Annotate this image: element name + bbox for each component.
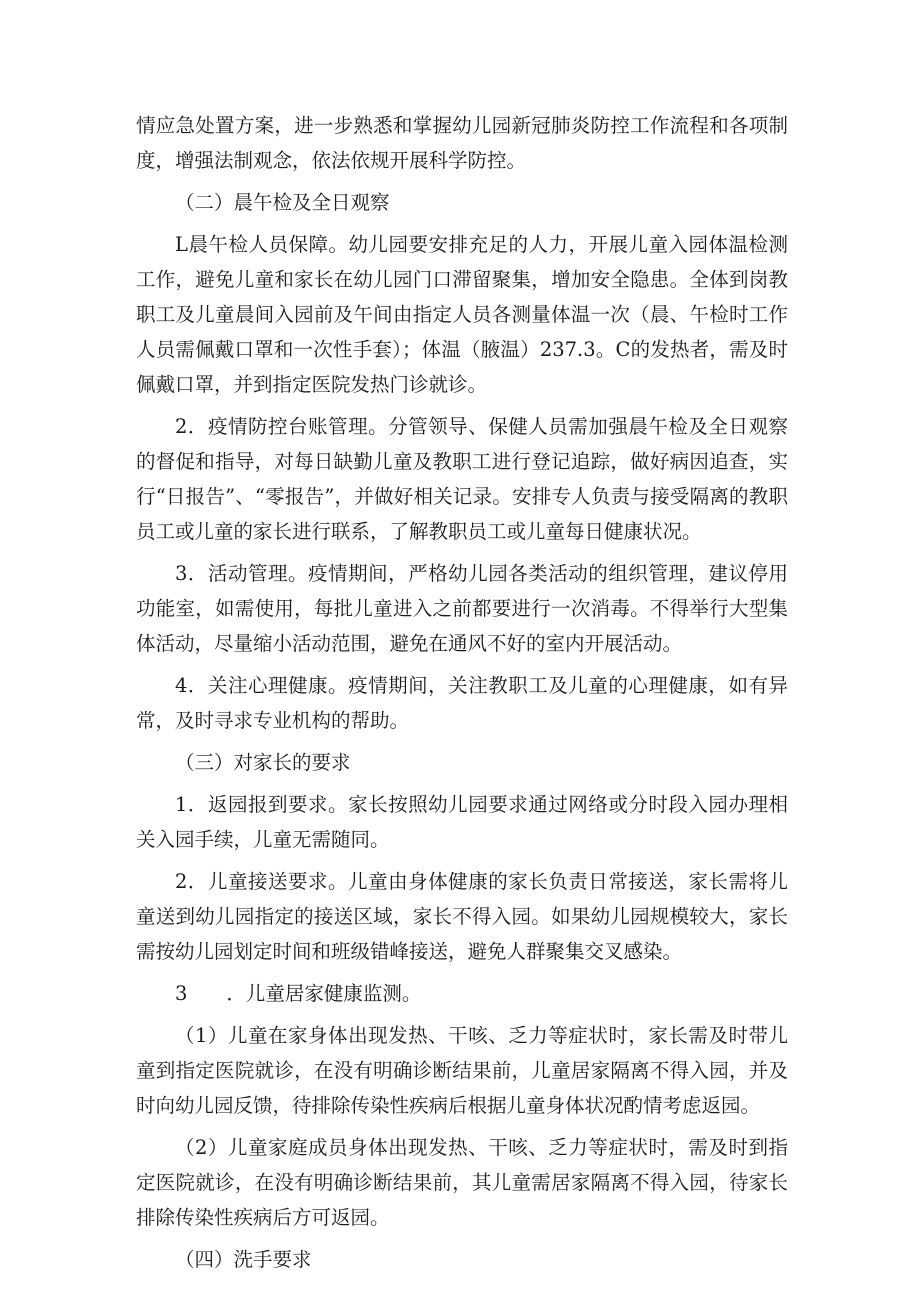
section-heading-2: （二）晨午检及全日观察	[175, 191, 390, 214]
paragraph-activity-management: 3．活动管理。疫情期间，严格幼儿园各类活动的组织管理，建议停用功能室，如需使用，每批儿童进入之前都要进行一次消毒。不得举行大型集体活动，尽量缩小活动范围，避免在通风不好的室内开展活动。	[136, 562, 788, 655]
paragraph-mental-health: 4．关注心理健康。疫情期间，关注教职工及儿童的心理健康，如有异常，及时寻求专业机构的帮助。	[136, 674, 788, 732]
section-heading-4: （四）洗手要求	[175, 1248, 312, 1271]
paragraph-ledger-management: 2．疫情防控台账管理。分管领导、保健人员需加强晨午检及全日观察的督促和指导，对每日缺勤儿童及教职工进行登记追踪，做好病因追查，实行“日报告”、“零报告”，并做好相关记录。安排专人负责与接受隔离的教职员工或儿童的家长进行联系，了解教职员工或儿童每日健康状况。	[136, 415, 788, 543]
document-body	[136, 108, 788, 1284]
paragraph-continuation: 情应急处置方案，进一步熟悉和掌握幼儿园新冠肺炎防控工作流程和各项制度，增强法制观念，依法依规开展科学防控。	[136, 114, 788, 172]
paragraph-pickup-requirements: 2．儿童接送要求。儿童由身体健康的家长负责日常接送，家长需将儿童送到幼儿园指定的接送区域，家长不得入园。如果幼儿园规模较大，家长需按幼儿园划定时间和班级错峰接送，避免人群聚集交叉感染。	[136, 870, 788, 963]
section-heading-3: （三）对家长的要求	[175, 751, 351, 774]
paragraph-home-monitoring: 3 ．儿童居家健康监测。	[175, 982, 422, 1005]
paragraph-family-symptoms: （2）儿童家庭成员身体出现发热、干咳、乏力等症状时，需及时到指定医院就诊，在没有明确诊断结果前，其儿童需居家隔离不得入园，待家长排除传染性疾病后方可返园。	[136, 1136, 788, 1229]
paragraph-staff-guarantee: L晨午检人员保障。幼儿园要安排充足的人力，开展儿童入园体温检测工作，避免儿童和家长在幼儿园门口滞留聚集，增加安全隐患。全体到岗教职工及儿童晨间入园前及午间由指定人员各测量体温一次（晨、午检时工作人员需佩戴口罩和一次性手套）；体温（腋温）237.3。C的发热者，需及时佩戴口罩，并到指定医院发热门诊就诊。	[136, 233, 788, 396]
paragraph-return-registration: 1．返园报到要求。家长按照幼儿园要求通过网络或分时段入园办理相关入园手续，儿童无需随同。	[136, 793, 788, 851]
paragraph-child-symptoms: （1）儿童在家身体出现发热、干咳、乏力等症状时，家长需及时带儿童到指定医院就诊，在没有明确诊断结果前，儿童居家隔离不得入园，并及时向幼儿园反馈，待排除传染性疾病后根据儿童身体状况酌情考虑返园。	[136, 1024, 788, 1117]
